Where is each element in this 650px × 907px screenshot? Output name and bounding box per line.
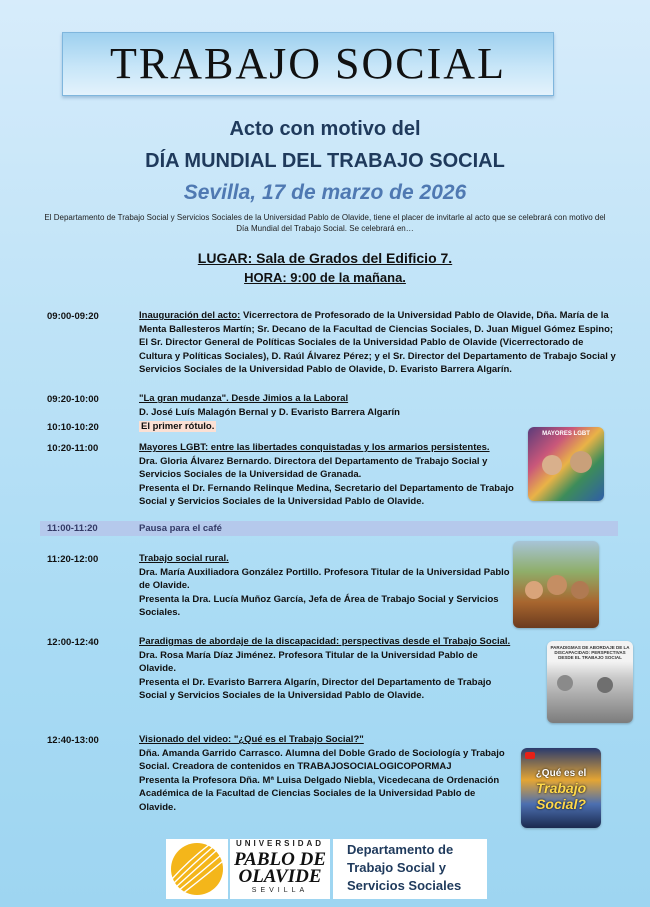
venue-lugar-text: LUGAR: Sala de Grados del Edificio 7. <box>197 250 453 266</box>
subtitle-line-1: Acto con motivo del <box>229 118 421 140</box>
video-thumbnail[interactable] <box>521 748 601 828</box>
program-time: 12:40-13:00 <box>47 735 99 746</box>
department-name <box>347 841 461 895</box>
program-text: Dra. Gloria Álvarez Bernardo. Directora del Departamento de Trabajo Social y Servicios Sociales de la Universidad de Granada. <box>139 455 488 480</box>
program-presenter: Presenta la Dra. Lucía Muñoz García, Jefa de Área de Trabajo Social y Servicios Sociales. <box>139 593 499 618</box>
program-title: "La gran mudanza". Desde Jimios a la Laboral <box>139 393 349 404</box>
lgbt-elders-image <box>528 427 604 501</box>
person-figure-icon <box>542 455 562 475</box>
subtitle-line-2: DÍA MUNDIAL DEL TRABAJO SOCIAL <box>145 150 505 172</box>
pause-bar <box>40 521 618 536</box>
upo-emblem <box>166 839 228 899</box>
video-caption-2: Trabajo Social? <box>535 780 587 812</box>
program-title: Visionado del video: "¿Qué es el Trabajo Social?" <box>139 734 364 745</box>
program-item <box>139 309 619 377</box>
youtube-icon <box>525 752 535 759</box>
venue-lugar <box>0 250 650 266</box>
program-time: 11:20-12:00 <box>47 554 99 565</box>
pause-time: 11:00-11:20 <box>47 523 98 534</box>
wheelchair-figure-icon <box>597 677 613 693</box>
rural-social-work-image <box>513 541 599 628</box>
person-figure-icon <box>525 581 543 599</box>
program-presenter: Presenta el Dr. Fernando Relinque Medina, Secretario del Departamento de Trabajo Social y Servicios Sociales de la Universidad Pablo de Olavide. <box>139 482 514 507</box>
program-title: Mayores LGBT: entre las libertades conquistadas y los armarios persistentes. <box>139 442 490 453</box>
program-title: Trabajo social rural. <box>139 553 229 564</box>
upo-logo-name <box>230 851 330 885</box>
disability-paradigms-image <box>547 641 633 723</box>
program-time: 12:00-12:40 <box>47 637 99 648</box>
program-item <box>139 392 619 419</box>
program-text: Vicerrectora de Profesorado de la Universidad Pablo de Olavide, Dña. María de la Menta Ballesteros Martín; Sr. Decano de la Facultad de Ciencias Sociales, D. Juan Miguel Gómez Espino; El Sr. Director General de Políticas Sociales de la Universidad Pablo de Olavide (Vicerrectorado de Cultura y Políticas Sociales), D. Raúl Álvarez Pérez; y el Sr. Director del Departamento de Trabajo Social y Servicios Sociales de la Universidad Pablo de Olavide, D. Evaristo Barrera Algarín. <box>139 310 616 375</box>
upo-logo-name-1: PABLO DE <box>233 849 326 870</box>
person-figure-icon <box>557 675 573 691</box>
department-line-3: Servicios Sociales <box>347 878 462 893</box>
program-item <box>139 441 514 509</box>
disability-image-caption: PARADIGMAS DE ABORDAJE DE LA DISCAPACIDAD: PERSPECTIVAS DESDE EL TRABAJO SOCIAL <box>550 645 630 660</box>
program-item <box>139 552 514 620</box>
upo-logo-bottom: SEVILLA <box>251 887 309 894</box>
department-line-1: Departamento de <box>347 842 454 857</box>
upo-logo-name-2: OLAVIDE <box>238 866 322 887</box>
department-logo <box>333 839 487 899</box>
program-title: El primer rótulo. <box>141 421 215 432</box>
program-text: Dra. María Auxiliadora González Portillo. Profesora Titular de la Universidad Pablo de Olavide. <box>139 566 510 591</box>
person-figure-icon <box>547 575 567 595</box>
program-presenter: Presenta el Dr. Evaristo Barrera Algarín, Director del Departamento de Trabajo Social y Servicios Sociales de la Universidad Pablo de Olavide. <box>139 676 492 701</box>
program-title: Inauguración del acto: <box>139 310 241 321</box>
person-figure-icon <box>571 581 589 599</box>
program-item <box>139 635 514 703</box>
program-text: Dra. Rosa María Díaz Jiménez. Profesora Titular de la Universidad Pablo de Olavide. <box>139 649 478 674</box>
event-date: Sevilla, 17 de marzo de 2026 <box>183 181 467 204</box>
sunburst-logo-icon <box>166 839 228 899</box>
upo-logo-top: UNIVERSIDAD <box>235 839 325 848</box>
venue-hora <box>0 270 650 285</box>
program-time: 10:10-10:20 <box>47 422 99 433</box>
program-time: 10:20-11:00 <box>47 443 99 454</box>
venue-hora-text: HORA: 9:00 de la mañana. <box>244 270 406 285</box>
program-time: 09:00-09:20 <box>47 311 99 322</box>
lgbt-image-caption: MAYORES LGBT <box>542 431 590 437</box>
program-presenter: Presenta la Profesora Dña. Mª Luisa Delgado Niebla, Vicedecana de Ordenación Académica de la Facultad de Ciencias Sociales de la Universidad Pablo de Olavide. <box>139 774 500 813</box>
page-title: TRABAJO SOCIAL <box>110 39 506 88</box>
program-text: Dña. Amanda Garrido Carrasco. Alumna del Doble Grado de Sociología y Trabajo Social. Creadora de contenidos en TRABAJOSOCIALOGICOPORMAJ <box>139 747 505 772</box>
program-text: D. José Luís Malagón Bernal y D. Evaristo Barrera Algarín <box>139 406 400 418</box>
intro-text: El Departamento de Trabajo Social y Servicios Sociales de la Universidad Pablo de Olavide, tiene el placer de invitarle al acto que se celebrará con motivo del Día Mundial del Trabajo Social. Se celebrará en… <box>44 213 606 233</box>
program-item <box>139 733 514 814</box>
upo-logo <box>230 839 330 899</box>
department-line-2: Trabajo Social y <box>347 860 446 875</box>
program-time: 09:20-10:00 <box>47 394 99 405</box>
pause-label: Pausa para el café <box>139 523 222 534</box>
program-title: Paradigmas de abordaje de la discapacidad: perspectivas desde el Trabajo Social. <box>139 636 511 647</box>
video-caption-1: ¿Qué es el <box>535 768 587 779</box>
person-figure-icon <box>570 451 592 473</box>
